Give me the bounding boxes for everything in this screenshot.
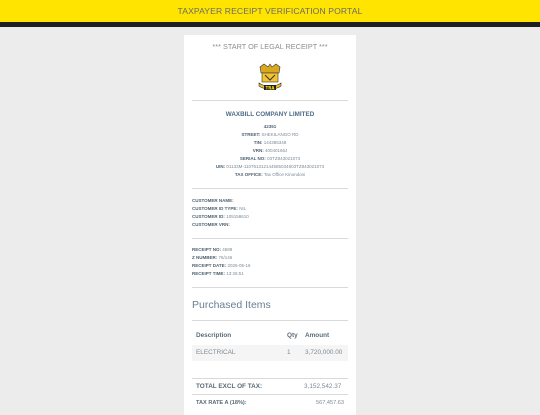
- divider: [192, 287, 348, 288]
- divider: [192, 320, 348, 321]
- item-description: ELECTRICAL: [196, 349, 236, 356]
- customer-vrn: CUSTOMER VRN:: [192, 222, 230, 227]
- z-number: Z NUMBER: 76/146: [192, 255, 233, 260]
- receipt-start-banner: *** START OF LEGAL RECEIPT ***: [212, 42, 328, 51]
- company-uin: UIN: 01133M-110761312144585034603TZ843021073: [215, 164, 325, 169]
- company-vrn: VRN: 40040166J: [252, 148, 288, 153]
- receipt-number: RECEIPT NO: 4589: [192, 247, 233, 252]
- company-tax-office: TAX OFFICE: Tax Office Kinondoni: [234, 172, 306, 177]
- tra-logo-text: TRA: [265, 85, 275, 91]
- company-code: 42351: [263, 124, 277, 129]
- header-divider-strip: [0, 22, 540, 27]
- column-header-qty: Qty: [287, 332, 298, 339]
- item-amount: 3,720,000.00: [305, 349, 343, 356]
- tra-logo-icon: [256, 61, 284, 93]
- receipt-time: RECEIPT TIME: 13:26:51: [192, 271, 244, 276]
- column-header-amount: Amount: [305, 332, 330, 339]
- purchased-items-title: Purchased Items: [192, 299, 271, 311]
- total-excl-tax-label: TOTAL EXCL OF TAX:: [196, 383, 263, 390]
- customer-id: CUSTOMER ID: 105158610: [192, 214, 249, 219]
- divider: [192, 394, 348, 395]
- receipt-card: [184, 35, 356, 415]
- company-serial: SERIAL NO: 03TZ843021073: [239, 156, 301, 161]
- company-tin: TIN: 144385348: [253, 140, 287, 145]
- total-excl-tax-value: 3,152,542.37: [304, 383, 342, 390]
- item-qty: 1: [287, 349, 291, 356]
- customer-id-type: CUSTOMER ID TYPE: NIL: [192, 206, 247, 211]
- divider: [192, 188, 348, 189]
- company-name: WAXBILL COMPANY LIMITED: [225, 111, 315, 118]
- portal-title: TAXPAYER RECEIPT VERIFICATION PORTAL: [177, 6, 363, 16]
- divider: [192, 378, 348, 379]
- tax-rate-label: TAX RATE A (18%):: [196, 400, 247, 406]
- column-header-description: Description: [196, 332, 232, 339]
- portal-header: [0, 0, 540, 22]
- divider: [192, 100, 348, 101]
- customer-name: CUSTOMER NAME:: [192, 198, 234, 203]
- company-street: STREET: SHEKILANGO RD: [241, 132, 299, 137]
- receipt-date: RECEIPT DATE: 2025-05-16: [192, 263, 251, 268]
- tax-rate-value: 567,457.63: [316, 400, 344, 406]
- divider: [192, 238, 348, 239]
